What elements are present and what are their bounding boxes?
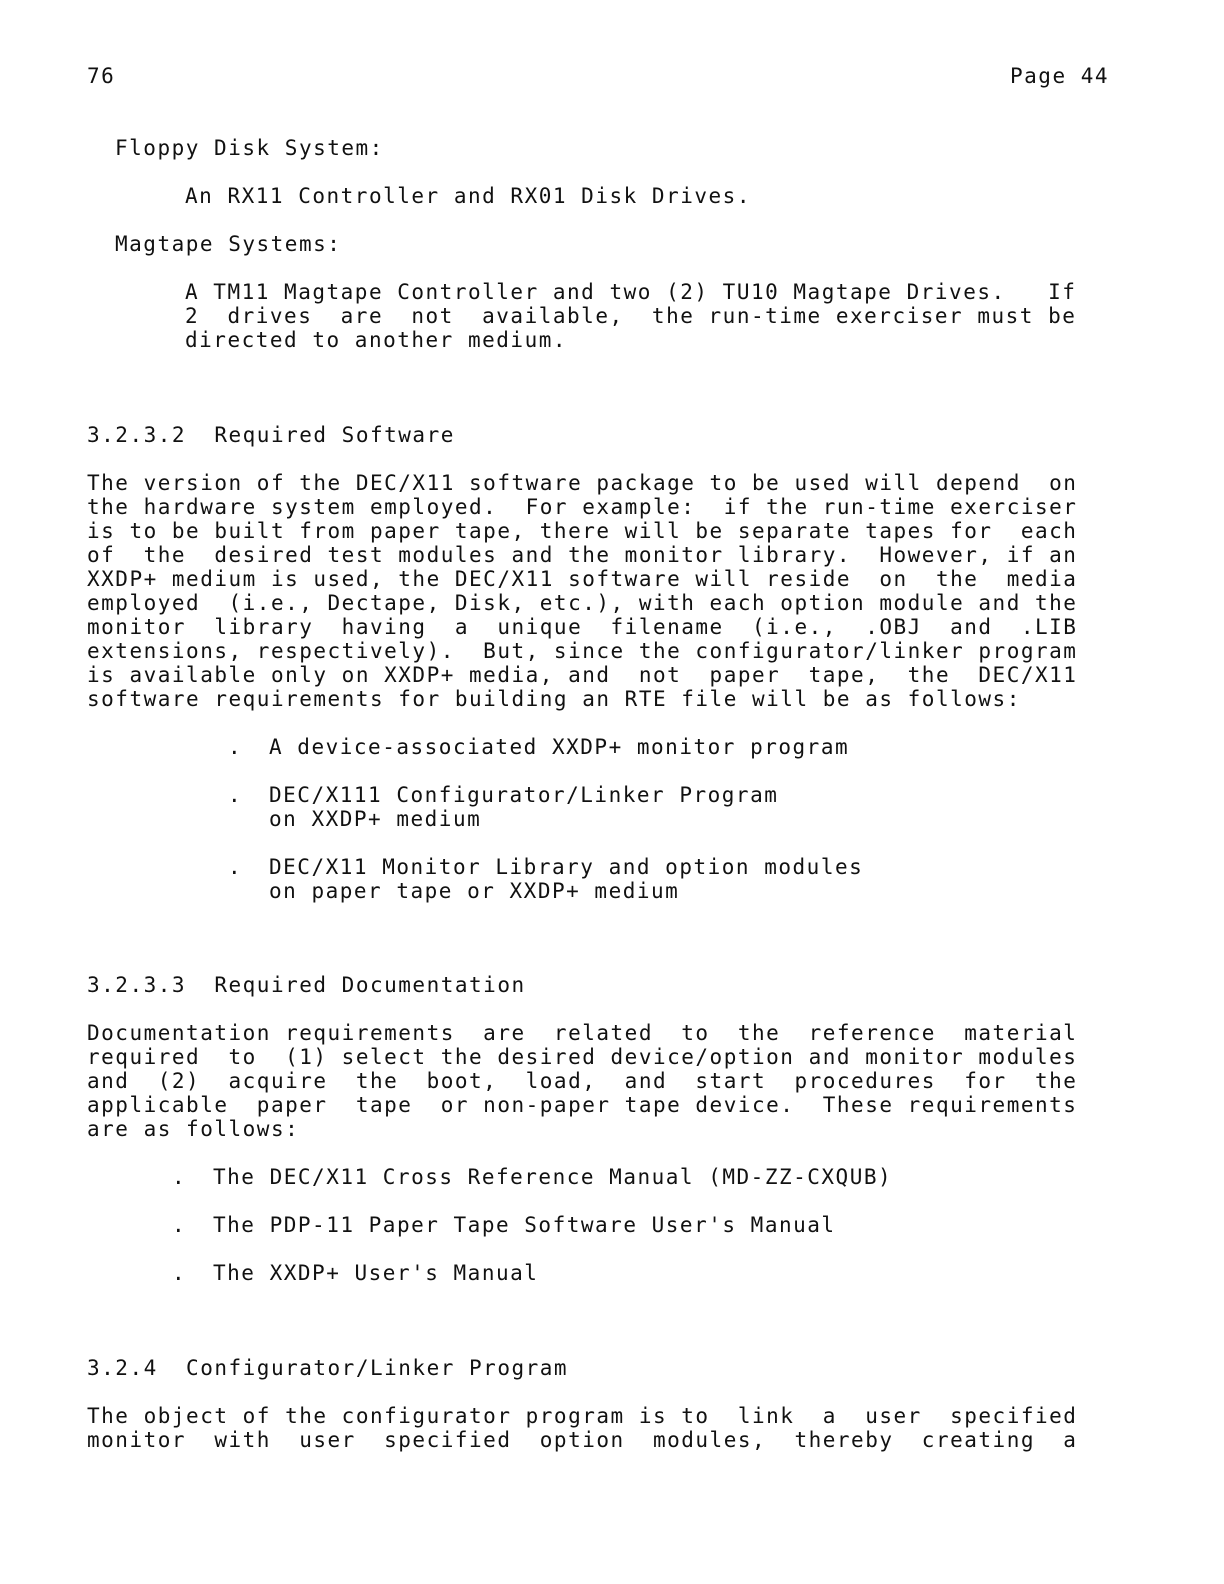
bullet-symbol: . (228, 783, 243, 807)
documentation-bullet-item: The DEC/X11 Cross Reference Manual (MD-ZZ-CXQUB) (213, 1165, 893, 1189)
software-paragraph-line: The version of the DEC/X11 software package to be used will depend on (87, 471, 1078, 495)
page-number-left: 76 (87, 64, 116, 88)
software-bullet-item-cont: on paper tape or XXDP+ medium (269, 879, 680, 903)
software-bullet-item-cont: on XXDP+ medium (269, 807, 482, 831)
magtape-line: A TM11 Magtape Controller and two (2) TU10 Magtape Drives. If (185, 280, 1077, 304)
bullet-symbol: . (228, 735, 243, 759)
documentation-bullet-item: The XXDP+ User's Manual (213, 1261, 539, 1285)
software-paragraph-line: is to be built from paper tape, there will be separate tapes for each (87, 519, 1078, 543)
software-bullet-item: A device-associated XXDP+ monitor program (269, 735, 850, 759)
magtape-line: 2 drives are not available, the run-time exerciser must be (185, 304, 1077, 328)
page-number-right: Page 44 (1010, 64, 1110, 88)
software-paragraph-line: monitor library having a unique filename (i.e., .OBJ and .LIB (87, 615, 1078, 639)
floppy-heading: Floppy Disk System: (115, 136, 384, 160)
bullet-symbol: . (172, 1213, 187, 1237)
configurator-paragraph-line: monitor with user specified option modules, thereby creating a (87, 1428, 1078, 1452)
documentation-paragraph-line: and (2) acquire the boot, load, and start procedures for the (87, 1069, 1078, 1093)
section-heading-documentation: 3.2.3.3 Required Documentation (87, 973, 526, 997)
documentation-paragraph-line: are as follows: (87, 1117, 300, 1141)
configurator-paragraph-line: The object of the configurator program is to link a user specified (87, 1404, 1078, 1428)
documentation-bullet-item: The PDP-11 Paper Tape Software User's Manual (213, 1213, 836, 1237)
software-paragraph-line: employed (i.e., Dectape, Disk, etc.), with each option module and the (87, 591, 1078, 615)
software-bullet-item: DEC/X11 Monitor Library and option modules (269, 855, 864, 879)
bullet-symbol: . (228, 855, 243, 879)
software-bullet-item: DEC/X111 Configurator/Linker Program (269, 783, 779, 807)
documentation-paragraph-line: applicable paper tape or non-paper tape device. These requirements (87, 1093, 1078, 1117)
software-paragraph-line: software requirements for building an RTE file will be as follows: (87, 687, 1021, 711)
documentation-paragraph-line: required to (1) select the desired device/option and monitor modules (87, 1045, 1078, 1069)
software-paragraph-line: of the desired test modules and the monitor library. However, if an (87, 543, 1078, 567)
section-heading-configurator: 3.2.4 Configurator/Linker Program (87, 1356, 569, 1380)
documentation-paragraph-line: Documentation requirements are related to the reference material (87, 1021, 1078, 1045)
software-paragraph-line: extensions, respectively). But, since the configurator/linker program (87, 639, 1078, 663)
software-paragraph-line: XXDP+ medium is used, the DEC/X11 software will reside on the media (87, 567, 1078, 591)
bullet-symbol: . (172, 1261, 187, 1285)
floppy-text: An RX11 Controller and RX01 Disk Drives. (185, 184, 751, 208)
software-paragraph-line: the hardware system employed. For example: if the run-time exerciser (87, 495, 1078, 519)
bullet-symbol: . (172, 1165, 187, 1189)
magtape-line: directed to another medium. (185, 328, 568, 352)
magtape-heading: Magtape Systems: (115, 232, 342, 256)
section-heading-software: 3.2.3.2 Required Software (87, 423, 455, 447)
software-paragraph-line: is available only on XXDP+ media, and not paper tape, the DEC/X11 (87, 663, 1078, 687)
